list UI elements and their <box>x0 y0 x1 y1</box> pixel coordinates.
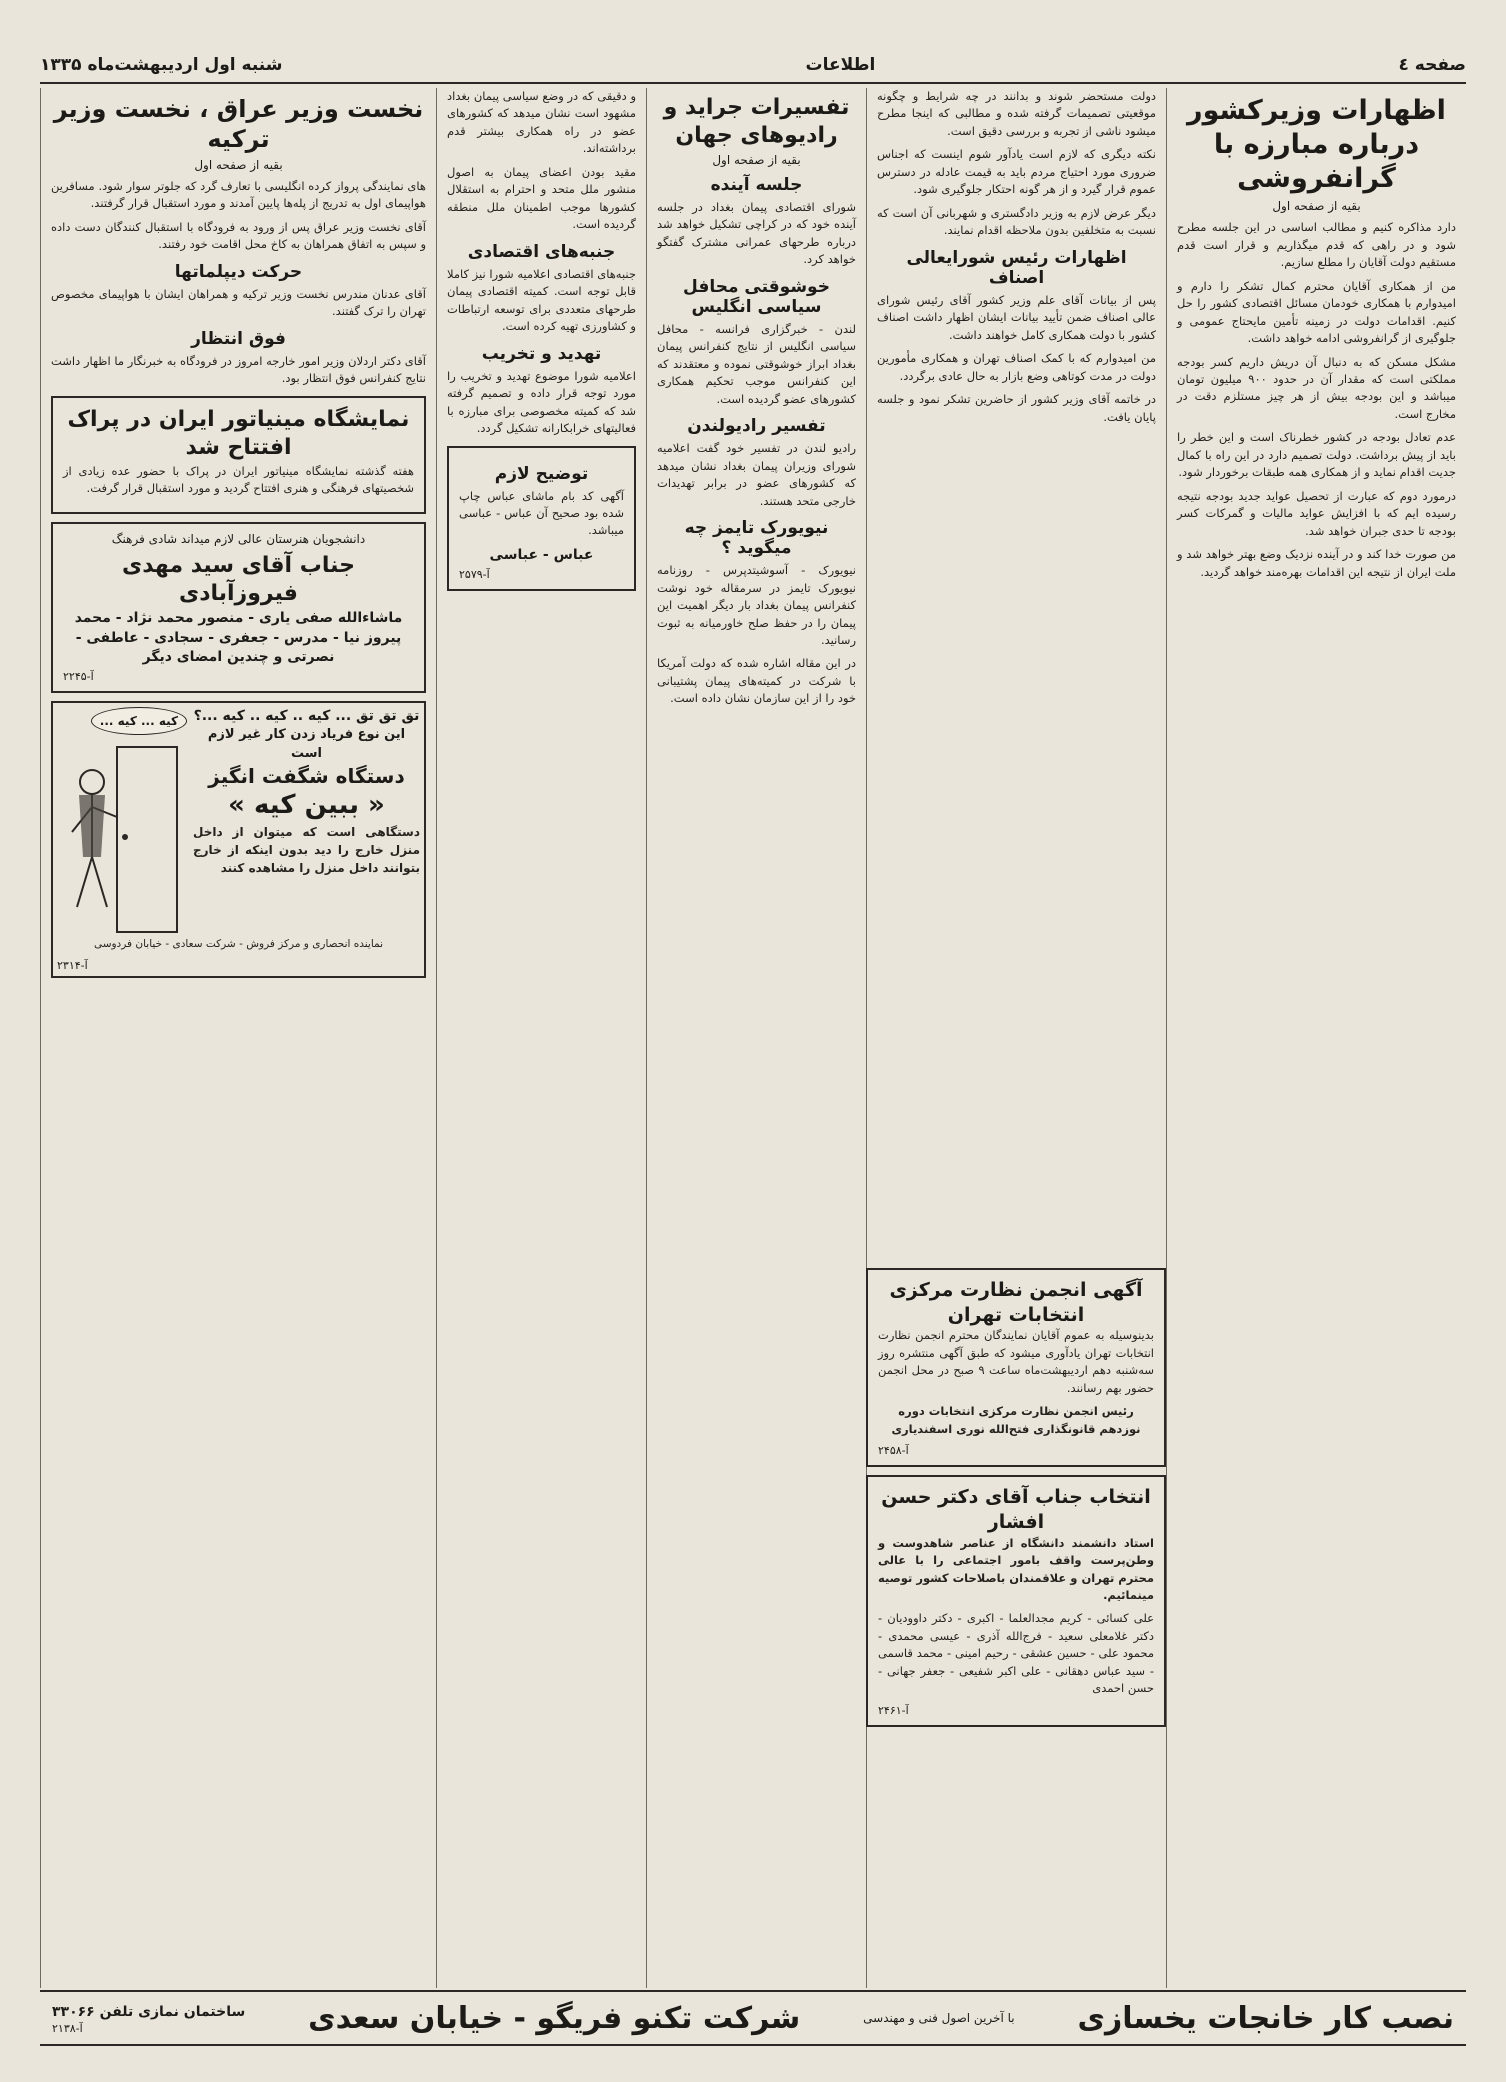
ad-code: آ-۲۱۳۸ <box>52 2022 83 2035</box>
doorbell-ad-title: دستگاه شگفت انگیز <box>208 763 405 788</box>
election-notice-title: آگهی انجمن نظارت مرکزی انتخابات تهران <box>889 1279 1143 1326</box>
section-heading: حرکت دیپلماتها <box>174 261 303 282</box>
article-paragraph: من از همکاری آقایان محترم کمال تشکر را دارم و امیدوارم با همکاری خودمان مسائل اقتصادی کشور را حل کنیم. اقدامات دولت در زمینه تأمین مایحتاج عمومی و جلوگیری از گرانفروشی ادامه خواهد داشت. <box>1177 278 1456 346</box>
article-paragraph: عدم تعادل بودجه در کشور خطرناک است و این خطر را باید از پیش برداشت. دولت تصمیم دارد در این راه با کمال جدیت اقدام نماید و از همکاری همه طبقات برخوردار شود. <box>1177 430 1456 480</box>
doorbell-ad <box>51 701 426 978</box>
article-paragraph: درمورد دوم که عبارت از تحصیل عواید جدید بودجه نتیجه رسیده ایم که با افزایش عواید مالیات و گمرکات کسر بودجه تا حدی جبران خواهد شد. <box>1177 488 1456 538</box>
article-paragraph: رادیو لندن در تفسیر خود گفت اعلامیه شورای وزیران پیمان بغداد نشان میدهد که کشورهای عضو در برابر تهدیدات خارجی متحد هستند. <box>657 441 856 508</box>
continued-note: بقیه از صفحه اول <box>1272 199 1361 214</box>
headline-iraq-turkey: نخست وزیر عراق ، نخست وزیر ترکیه <box>53 95 424 153</box>
doorbell-ad-line: این نوع فریاد زدن کار غیر لازم است <box>207 727 406 761</box>
notices-area <box>866 1260 1166 1735</box>
correction-body: آگهی کد بام ماشای عباس چاپ شده بود صحیح آن عباس - عباسی میباشد. <box>459 488 624 538</box>
correction-name: عباس - عباسی <box>489 546 594 563</box>
ad-code: آ-۲۳۱۴ <box>57 958 88 972</box>
article-paragraph: لندن - خبرگزاری فرانسه - محافل سیاسی انگلیس از نتایج کنفرانس پیمان بغداد ابراز خوشوقتی نموده و معتقدند که این کنفرانس موجب تحکیم همکاری کشورهای عضو گردیده است. <box>657 321 856 406</box>
congratulation-top: دانشجویان هنرستان عالی لازم میداند شادی فرهنگ <box>111 531 366 546</box>
correction-notice <box>447 446 636 591</box>
speech-bubble: کیه ... کیه ... <box>91 707 187 735</box>
article-paragraph: اعلامیه شورا موضوع تهدید و تخریب را مورد توجه قرار داده و تصمیم گرفته شد که کمیته مخصوصی برای مبارزه با فعالیتهای خرابکارانه تشکیل گردد. <box>447 368 636 436</box>
election-notice-body: بدینوسیله به عموم آقایان نمایندگان محترم انجمن نظارت انتخابات تهران یادآوری میشود که طبق آگهی منتشره روز سه‌شنبه دهم اردیبهشت‌ماه ساعت ۹ صبح در محل انجمن حضور بهم رسانند. <box>878 1328 1154 1395</box>
congratulation-box <box>51 522 426 693</box>
article-paragraph: نکته دیگری که لازم است یادآور شوم اینست که اجناس ضروری مورد احتیاج مردم باید به قیمت عادله در دسترس عموم قرار گیرد و از هر گونه احتکار جلوگیری شود. <box>877 147 1156 197</box>
article-paragraph: دولت مستحضر شوند و بدانند در چه شرایط و چگونه موقعیتی تصمیمات گرفته شده و مطالبی که اینجا مطرح میشود ناشی از تجربه و بررسی دقیق است. <box>877 89 1156 138</box>
headline-interior-minister: اظهارات وزیرکشور درباره مبارزه با گرانفروشی <box>1187 95 1446 194</box>
headline-press-commentary: تفسیرات جراید و رادیوهای جهان <box>663 95 850 148</box>
continued-note: بقیه از صفحه اول <box>194 158 283 172</box>
candidate-notice-body: استاد دانشمند دانشگاه از عناصر شاهدوست و وطن‌پرست واقف بامور اجتماعی را با عالی محترم تهران و علاقمندان باصلاحات کشور توصیه مینمائیم. <box>878 1535 1154 1602</box>
correction-title: توضیح لازم <box>494 463 589 484</box>
article-paragraph: و دقیقی که در وضع سیاسی پیمان بغداد مشهود است نشان میدهد که کشورهای عضو در راه همکاری بیشتر قدم برداشته‌اند. <box>447 89 636 156</box>
ad-code: آ-۲۴۶۱ <box>878 1703 909 1717</box>
article-paragraph: مقید بودن اعضای پیمان به اصول منشور ملل متحد و احترام به استقلال کشورها موجب اطمینان ملل منطقه گردیده است. <box>447 164 636 232</box>
masthead <box>40 48 1466 84</box>
article-paragraph: جنبه‌های اقتصادی اعلامیه شورا نیز کاملا قابل توجه است. کمیته اقتصادی پیمان طرحهای متعددی برای توسعه ارتباطات و کشاورزی تهیه کرده است. <box>447 266 636 334</box>
paper-name: اطلاعات <box>805 55 876 75</box>
banner-sub: با آخرین اصول فنی و مهندسی <box>863 2011 1015 2025</box>
doorbell-ad-text <box>193 707 420 937</box>
column-iraq-turkey <box>40 88 436 1988</box>
doorbell-illustration <box>57 707 187 937</box>
section-heading: فوق انتظار <box>191 328 286 349</box>
article-paragraph: آقای دکتر اردلان وزیر امور خارجه امروز در فرودگاه به خبرنگار ما اظهار داشت نتایج کنفرانس فوق انتظار بود. <box>51 353 426 386</box>
article-paragraph: های نمایندگی پرواز کرده انگلیسی با تعارف گرد که جلوتر سوار شود. مسافرین هواپیمای اول به تدریج از پله‌ها پایین آمدند و مورد استقبال قرار گرفتند. <box>51 179 426 211</box>
section-heading: خوشوقتی محافل سیاسی انگلیس <box>683 276 830 317</box>
continued-note: بقیه از صفحه اول <box>712 153 801 167</box>
banner-phone: ساختمان نمازی تلفن ۳۳۰۶۶ <box>52 2004 246 2020</box>
article-paragraph: دارد مذاکره کنیم و مطالب اساسی در این جلسه مطرح شود و در راهی که قدم میگذاریم و قرار است قدم مستقیم دولت آقایان را مطلع سازیم. <box>1177 220 1456 270</box>
ice-factory-banner <box>40 1990 1466 2046</box>
article-paragraph: شورای اقتصادی پیمان بغداد در جلسه آینده خود که در کراچی تشکیل خواهد شد درباره طرحهای عمرانی مشترک گفتگو خواهد کرد. <box>657 200 856 267</box>
section-heading-guild-council: اظهارات رئیس شورایعالی اصناف <box>906 247 1127 288</box>
article-paragraph: دیگر عرض لازم به وزیر دادگستری و شهربانی آن است که نسبت به متخلفین بدون ملاحظه اقدام نمایند. <box>877 205 1156 238</box>
ad-code: آ-۲۴۵۸ <box>878 1444 909 1458</box>
section-heading: تهدید و تخریب <box>481 343 602 364</box>
miniature-exhibition-title: نمایشگاه مینیاتور ایران در پراک افتتاح شد <box>67 406 410 461</box>
article-paragraph: مشکل مسکن که به دنبال آن دریش داریم کسر بودجه مملکتی است که مقدار آن در حدود ۹۰۰ میلیون تومان میباشد و این بودجه بیش از هر چیز مستلزم دقت در مخارج است. <box>1177 354 1456 421</box>
section-heading: تفسیر رادیولندن <box>687 416 826 437</box>
doorbell-ad-knock: تق تق تق ... کیه .. کیه .. کیه ...؟ <box>193 707 420 724</box>
miniature-exhibition-box <box>51 396 426 514</box>
candidate-notice-title: انتخاب جناب آقای دکتر حسن افشار <box>881 1486 1151 1533</box>
article-paragraph: آقای نخست وزیر عراق پس از ورود به فرودگاه با استقبال کنندگان دست داده و سپس به اتفاق همراهان به کاخ محل اقامت خود رفتند. <box>51 219 426 252</box>
article-paragraph: نیویورک - آسوشیتدپرس - روزنامه نیویورک تایمز در سرمقاله خود نوشت کنفرانس پیمان بغداد بار دیگر اهمیت این پیمان را در حفظ صلح خاورمیانه به ثبوت رسانید. <box>657 563 856 647</box>
section-heading: جلسه آینده <box>710 175 803 195</box>
section-heading: جنبه‌های اقتصادی <box>467 241 616 262</box>
article-paragraph: آقای عدنان مندرس نخست وزیر ترکیه و همراهان ایشان با هواپیمای مخصوص تهران را ترک گفتند. <box>51 286 426 319</box>
doorbell-ad-brand: « ببین کیه » <box>228 789 385 820</box>
candidate-notice <box>866 1475 1166 1727</box>
banner-company: شرکت تکنو فریگو - خیابان سعدی <box>308 2000 801 2036</box>
congratulation-names: ماشاءالله صفی یاری - منصور محمد نژاد - محمد پیروز نیا - مدرس - جعفری - سجادی - عاطفی - نصرتی و چندین امضای دیگر <box>74 610 403 666</box>
column-interior-minister <box>1166 88 1466 1988</box>
column-economic <box>436 88 646 1988</box>
doorbell-ad-body: دستگاهی است که میتوان از داخل منزل خارج را دید بدون اینکه از خارج بتوانند داخل منزل را مشاهده کنند <box>193 824 420 876</box>
page-number: صفحه ٤ <box>1398 55 1466 75</box>
congratulation-title: جناب آقای سید مهدی فیروزآبادی <box>122 552 355 607</box>
banner-main: نصب کار خانجات یخسازی <box>1077 2000 1454 2036</box>
doorbell-ad-foot: نماینده انحصاری و مرکز فروش - شرکت سعادی - خیابان فردوسی <box>93 937 384 950</box>
election-notice <box>866 1268 1166 1467</box>
article-paragraph: من صورت خدا کند و در آینده نزدیک وضع بهتر خواهد شد و ملت ایران از نتیجه این اقدامات بهره‌مند خواهد گردید. <box>1177 547 1456 579</box>
candidate-notice-names: علی کسائی - کریم مجدالعلما - اکبری - دکتر داوودیان - دکتر غلامعلی سعید - فرج‌الله آذری - عیسی محمدی - محمود علی - حسین عشقی - رحیم امینی - محمد قاسمی - سید عباس دهقانی - علی اکبر شفیعی - جعفر جهانی - حسن احمدی <box>878 1611 1154 1696</box>
article-paragraph: پس از بیانات آقای علم وزیر کشور آقای رئیس شورای عالی اصناف ضمن تأیید بیانات ایشان اظهار داشت اصناف کشور با دولت همکاری کامل خواهند داشت. <box>877 292 1156 342</box>
article-paragraph: در این مقاله اشاره شده که دولت آمریکا با شرکت در کمیته‌های پیمان پشتیبانی خود را از این سازمان نشان داده است. <box>657 656 856 706</box>
column-press-commentary <box>646 88 866 1988</box>
section-heading: نیویورک تایمز چه میگوید ؟ <box>684 518 829 559</box>
door-person-icon <box>57 707 187 937</box>
article-paragraph: در خاتمه آقای وزیر کشور از حاضرین تشکر نمود و جلسه پایان یافت. <box>877 392 1156 424</box>
banner-contact <box>52 2001 245 2035</box>
ad-code: آ-۲۲۴۵ <box>63 669 94 683</box>
miniature-exhibition-body: هفته گذشته نمایشگاه مینیاتور ایران در پراک با حضور عده زیادی از شخصیتهای فرهنگی و هنری افتتاح گردید و مورد استقبال قرار گرفت. <box>63 463 414 496</box>
issue-date: شنبه اول اردیبهشت‌ماه ۱۳۳۵ <box>40 55 283 75</box>
election-notice-signature: رئیس انجمن نظارت مرکزی انتخابات دوره نوزدهم قانونگذاری فتح‌الله نوری اسفندیاری <box>891 1404 1141 1436</box>
article-paragraph: من امیدوارم که با کمک اصناف تهران و همکاری مأمورین دولت در مدت کوتاهی وضع بازار به حال عادی برگردد. <box>877 351 1156 383</box>
ad-code: آ-۲۵۷۹ <box>459 567 490 581</box>
